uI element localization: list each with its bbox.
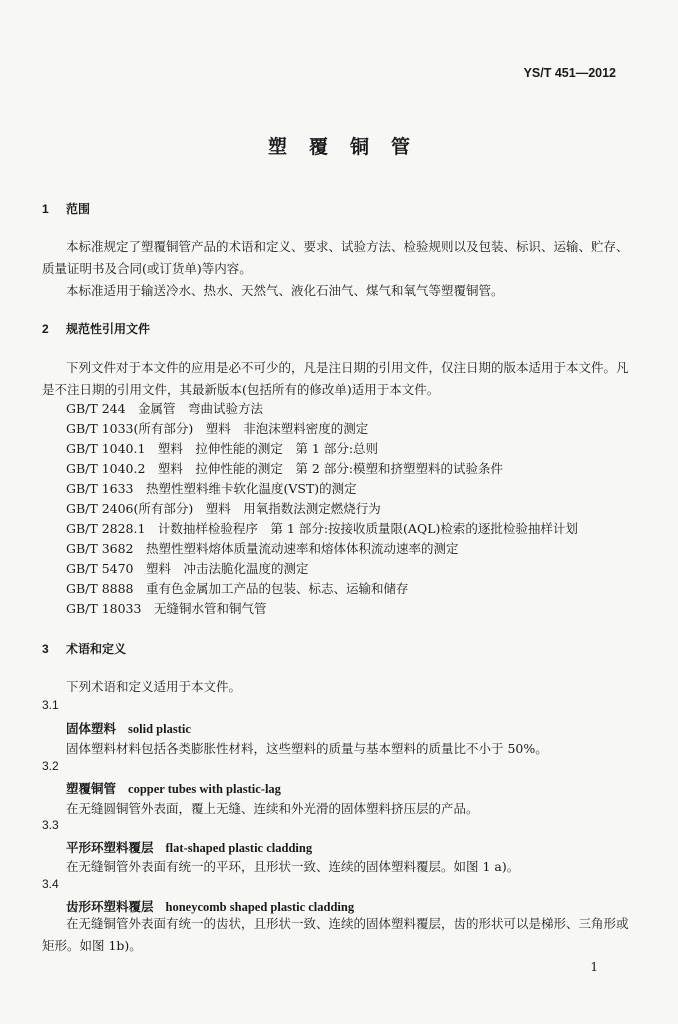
- standard-code: YS/T 451—2012: [523, 66, 616, 80]
- term-chinese: 固体塑料: [66, 721, 117, 736]
- section-number: 3: [42, 642, 49, 656]
- term-definition: 固体塑料材料包括各类膨胀性材料，这些塑料的质量与基本塑料的质量比不小于 50%。: [66, 741, 548, 756]
- reference-item: GB/T 3682 热塑性塑料熔体质量流动速率和熔体体积流动速率的测定: [66, 541, 459, 556]
- section-2-heading: [42, 320, 150, 337]
- term-definition: 在无缝铜管外表面有统一的齿状，且形状一致、连续的固体塑料覆层，齿的形状可以是梯形、三角形或矩形。如图 1b)。: [42, 916, 629, 953]
- term-chinese: 齿形环塑料覆层: [66, 899, 154, 914]
- reference-item: GB/T 2828.1 计数抽样检验程序 第 1 部分:按接收质量限(AQL)检索的逐批检验抽样计划: [66, 521, 578, 536]
- section-2-intro: 下列文件对于本文件的应用是必不可少的，凡是注日期的引用文件，仅注日期的版本适用于本文件。凡是不注日期的引用文件，其最新版本(包括所有的修改单)适用于本文件。: [42, 360, 629, 397]
- reference-item: GB/T 5470 塑料 冲击法脆化温度的测定: [66, 561, 309, 576]
- reference-item: GB/T 244 金属管 弯曲试验方法: [66, 401, 264, 416]
- section-3-heading: [42, 640, 126, 657]
- document-title: 塑覆铜管: [267, 136, 432, 158]
- reference-item: GB/T 18033 无缝铜水管和铜气管: [66, 601, 267, 616]
- term-chinese: 塑覆铜管: [66, 781, 117, 796]
- section-1-paragraph-1: 本标准规定了塑覆铜管产品的术语和定义、要求、试验方法、检验规则以及包装、标识、运输、贮存、质量证明书及合同(或订货单)等内容。: [42, 239, 629, 276]
- term-number: 3.4: [42, 877, 59, 891]
- term-heading: [66, 838, 312, 856]
- term-english: copper tubes with plastic-lag: [128, 782, 281, 796]
- reference-item: GB/T 1040.2 塑料 拉伸性能的测定 第 2 部分:模塑和挤塑塑料的试验条件: [66, 461, 504, 476]
- term-english: honeycomb shaped plastic cladding: [165, 900, 355, 914]
- term-number: 3.3: [42, 818, 59, 832]
- section-1-heading: [42, 200, 90, 217]
- term-heading: [66, 719, 191, 737]
- term-english: flat-shaped plastic cladding: [165, 841, 313, 855]
- section-title: 范围: [66, 202, 91, 216]
- term-number: 3.1: [42, 698, 59, 712]
- page-number: 1: [590, 960, 598, 974]
- reference-item: GB/T 1033(所有部分) 塑料 非泡沫塑料密度的测定: [66, 421, 369, 436]
- section-number: 1: [42, 202, 49, 216]
- term-chinese: 平形环塑料覆层: [66, 840, 154, 855]
- term-english: solid plastic: [128, 722, 191, 736]
- reference-item: GB/T 8888 重有色金属加工产品的包装、标志、运输和储存: [66, 581, 409, 596]
- section-1-paragraph-2: 本标准适用于输送冷水、热水、天然气、液化石油气、煤气和氧气等塑覆铜管。: [66, 283, 504, 298]
- reference-item: GB/T 1040.1 塑料 拉伸性能的测定 第 1 部分:总则: [66, 441, 379, 456]
- section-title: 规范性引用文件: [66, 322, 151, 336]
- reference-item: GB/T 2406(所有部分) 塑料 用氧指数法测定燃烧行为: [66, 501, 381, 516]
- section-title: 术语和定义: [66, 642, 127, 656]
- reference-item: GB/T 1633 热塑性塑料维卡软化温度(VST)的测定: [66, 481, 357, 496]
- section-number: 2: [42, 322, 49, 336]
- term-heading: [66, 779, 281, 797]
- term-definition: 在无缝圆铜管外表面，覆上无缝、连续和外光滑的固体塑料挤压层的产品。: [66, 801, 479, 816]
- term-definition: 在无缝铜管外表面有统一的平环，且形状一致、连续的固体塑料覆层。如图 1 a)。: [66, 859, 520, 874]
- term-number: 3.2: [42, 759, 59, 773]
- section-3-intro: 下列术语和定义适用于本文件。: [66, 679, 242, 694]
